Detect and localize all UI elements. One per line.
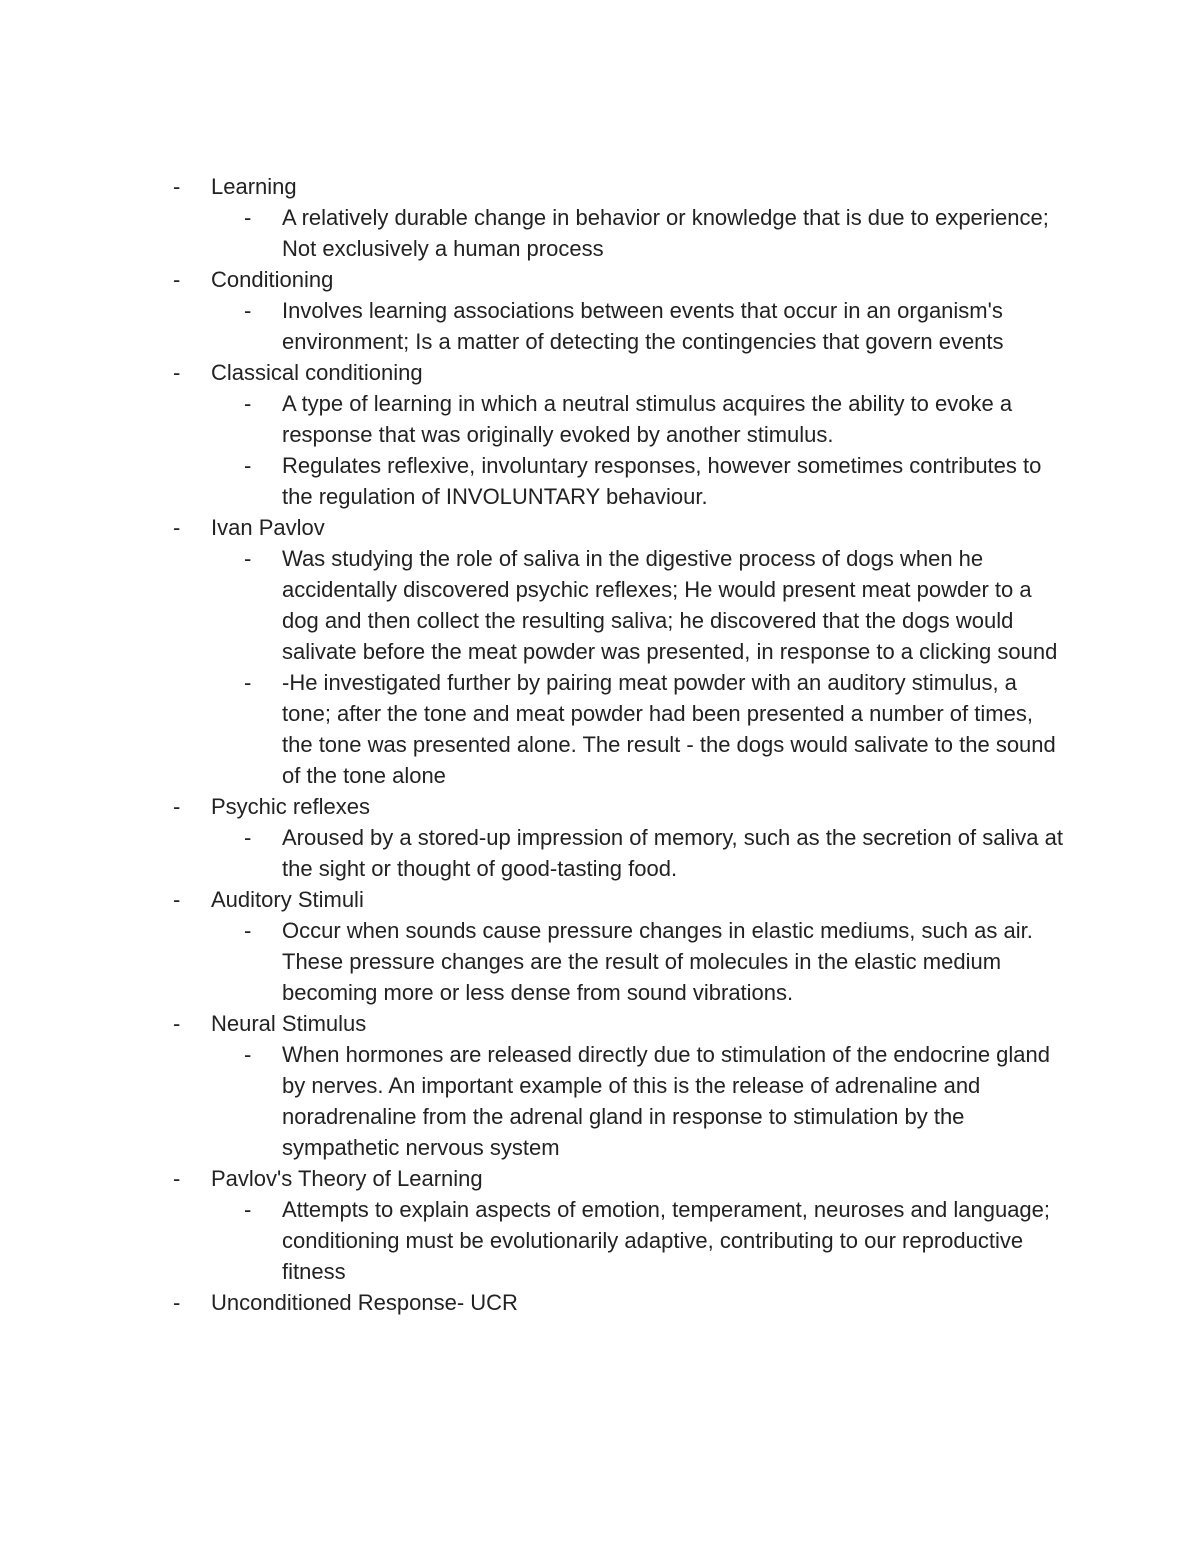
dash-bullet: - [244,670,252,695]
term-label: Auditory Stimuli [211,887,364,912]
definition-item [0,295,1067,357]
definition-list [211,388,1111,512]
term-label: Conditioning [211,267,334,292]
dash-bullet: - [173,1290,181,1315]
dash-bullet: - [244,825,252,850]
dash-bullet: - [244,453,252,478]
dash-bullet: - [244,918,252,943]
outline-item [0,791,1111,884]
definition-text: A type of learning in which a neutral stimulus acquires the ability to evoke a response that was originally evoked by another stimulus. [282,391,1013,447]
definition-item [0,202,1067,264]
dash-bullet: - [173,887,181,912]
term-label: Pavlov's Theory of Learning [211,1166,483,1191]
definition-list [211,915,1111,1008]
definition-text: When hormones are released directly due to stimulation of the endocrine gland by nerves. An important example of this is the release of adrenaline and noradrenaline from the adrenal gland in response to stimulation by the sympathetic nervous system [282,1042,1051,1160]
outline-item [0,171,1111,264]
definition-text: Attempts to explain aspects of emotion, temperament, neuroses and language; conditioning must be evolutionarily adaptive, contributing to our reproductive fitness [282,1197,1051,1284]
definition-item [0,667,1067,791]
definition-list [211,202,1111,264]
outline-item [0,1287,1111,1318]
definition-list [211,543,1111,791]
definition-item [0,915,1067,1008]
definition-list [211,1194,1111,1287]
definition-text: Occur when sounds cause pressure changes in elastic mediums, such as air. These pressure changes are the result of molecules in the elastic medium becoming more or less dense from sound vibrations. [282,918,1033,1005]
definition-list [211,295,1111,357]
outline-item [0,512,1111,791]
definition-list [211,1039,1111,1163]
term-label: Ivan Pavlov [211,515,325,540]
definition-text: Involves learning associations between events that occur in an organism's environment; Is a matter of detecting the contingencies that govern events [282,298,1004,354]
dash-bullet: - [244,1197,252,1222]
dash-bullet: - [244,205,252,230]
definition-item [0,450,1067,512]
definition-item [0,388,1067,450]
term-label: Psychic reflexes [211,794,370,819]
dash-bullet: - [244,298,252,323]
outline-item [0,357,1111,512]
term-label: Classical conditioning [211,360,423,385]
definition-item [0,1039,1067,1163]
dash-bullet: - [173,794,181,819]
outline-item [0,1008,1111,1163]
dash-bullet: - [173,174,181,199]
notes-outline [0,171,1200,1318]
definition-text: Was studying the role of saliva in the digestive process of dogs when he accidentally discovered psychic reflexes; He would present meat powder to a dog and then collect the resulting saliva; he discovered that the dogs would salivate before the meat powder was presented, in response to a clicking sound [282,546,1058,664]
dash-bullet: - [173,515,181,540]
outline-item [0,1163,1111,1287]
dash-bullet: - [244,546,252,571]
outline-item [0,264,1111,357]
dash-bullet: - [173,267,181,292]
term-label: Unconditioned Response- UCR [211,1290,518,1315]
definition-item [0,1194,1067,1287]
dash-bullet: - [244,391,252,416]
dash-bullet: - [173,1011,181,1036]
definition-text: A relatively durable change in behavior or knowledge that is due to experience; Not exclusively a human process [282,205,1049,261]
definition-text: -He investigated further by pairing meat powder with an auditory stimulus, a tone; after the tone and meat powder had been presented a number of times, the tone was presented alone. The result - the dogs would salivate to the sound of the tone alone [282,670,1056,788]
definition-text: Aroused by a stored-up impression of memory, such as the secretion of saliva at the sight or thought of good-tasting food. [282,825,1063,881]
dash-bullet: - [173,1166,181,1191]
definition-item [0,822,1067,884]
dash-bullet: - [173,360,181,385]
definition-text: Regulates reflexive, involuntary responses, however sometimes contributes to the regulation of INVOLUNTARY behaviour. [282,453,1042,509]
definition-list [211,822,1111,884]
term-label: Neural Stimulus [211,1011,367,1036]
dash-bullet: - [244,1042,252,1067]
definition-item [0,543,1067,667]
term-label: Learning [211,174,297,199]
outline-item [0,884,1111,1008]
